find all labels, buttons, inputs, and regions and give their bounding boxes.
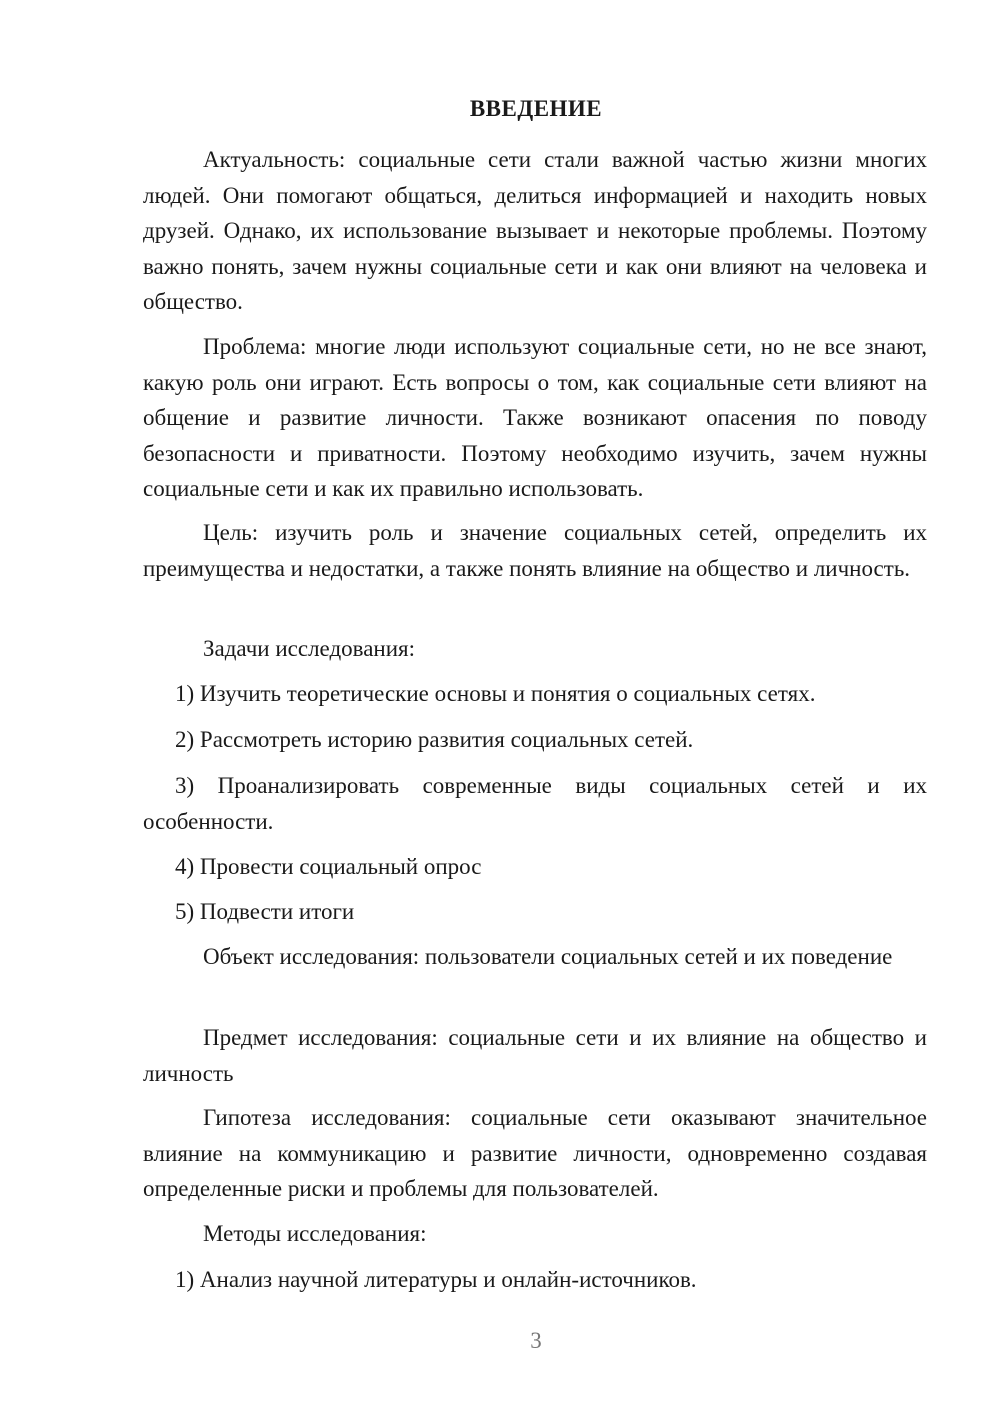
task-item-1: 1) Изучить теоретические основы и понятия о социальных сетях. (175, 681, 816, 706)
task-item-5: 5) Подвести итоги (175, 899, 355, 924)
task-item-2: 2) Рассмотреть историю развития социальных сетей. (175, 727, 694, 752)
problem-paragraph: Проблема: многие люди используют социальные сети, но не все знают, какую роль они играют. Есть вопросы о том, как социальные сети влияют на общение и развитие личности. Также возникают опасения по поводу безопасности и приватности. Поэтому необходимо изучить, зачем нужны социальные сети и как их правильно использовать. (143, 334, 927, 501)
methods-heading: Методы исследования: (203, 1221, 427, 1246)
hypothesis-paragraph: Гипотеза исследования: социальные сети оказывают значительное влияние на коммуникацию и развитие личности, одновременно создавая определенные риски и проблемы для пользователей. (143, 1105, 927, 1201)
task-item-4: 4) Провести социальный опрос (175, 854, 482, 879)
method-item-1: 1) Анализ научной литературы и онлайн-источников. (175, 1267, 697, 1292)
object-paragraph: Объект исследования: пользователи социальных сетей и их поведение (203, 944, 893, 969)
page-title: ВВЕДЕНИЕ (469, 96, 603, 121)
tasks-heading: Задачи исследования: (203, 636, 416, 661)
task-item-3: 3) Проанализировать современные виды социальных сетей и их особенности. (143, 773, 927, 834)
subject-paragraph: Предмет исследования: социальные сети и их влияние на общество и личность (143, 1025, 927, 1086)
goal-paragraph: Цель: изучить роль и значение социальных сетей, определить их преимущества и недостатки, а также понять влияние на общество и личность. (143, 520, 927, 581)
page-number: 3 (530, 1328, 542, 1353)
relevance-paragraph: Актуальность: социальные сети стали важной частью жизни многих людей. Они помогают общаться, делиться информацией и находить новых друзей. Однако, их использование вызывает и некоторые проблемы. Поэтому важно понять, зачем нужны социальные сети и как они влияют на человека и общество. (143, 147, 927, 314)
